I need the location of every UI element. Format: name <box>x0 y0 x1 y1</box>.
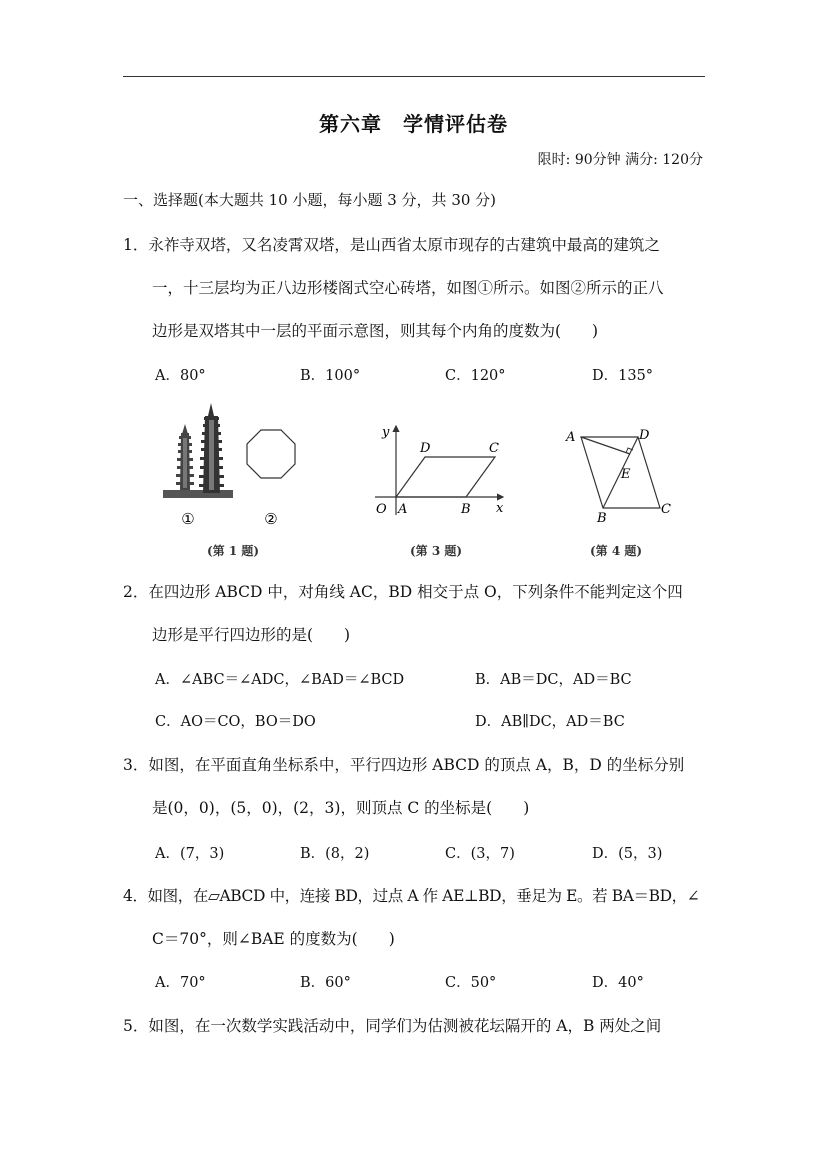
fig4-label-d: D <box>639 428 650 443</box>
fig1-caption: (第 1 题) <box>207 544 260 558</box>
q1-line2: 一，十三层均为正八边形楼阁式空心砖塔，如图①所示。如图②所示的正八 <box>152 279 664 297</box>
q2-option-d: D．AB∥DC，AD＝BC <box>475 714 625 730</box>
figure-1 <box>160 398 330 528</box>
q4-option-c: C．50° <box>445 975 497 991</box>
q4-option-a: A．70° <box>155 975 206 991</box>
q3-line2: 是(0，0)，(5，0)，(2，3)，则顶点 C 的坐标是( ) <box>152 799 530 817</box>
fig3-label-a: A <box>398 502 408 517</box>
fig4-label-c: C <box>661 502 671 517</box>
fig3-label-c: C <box>489 441 499 456</box>
q1-option-d: D．135° <box>592 368 654 384</box>
fig4-label-b: B <box>597 511 607 526</box>
figure-4 <box>560 420 690 530</box>
q2-option-a: A．∠ABC＝∠ADC，∠BAD＝∠BCD <box>155 672 405 688</box>
q3-option-d: D．(5，3) <box>592 846 663 862</box>
segment-ae <box>581 437 630 454</box>
q4-option-d: D．40° <box>592 975 644 991</box>
figure-3 <box>365 420 515 525</box>
time-score-limits: 限时: 90分钟 满分: 120分 <box>537 152 703 168</box>
q3-line1: 3．如图，在平面直角坐标系中，平行四边形 ABCD 的顶点 A，B，D 的坐标分别 <box>123 756 685 774</box>
fig1-label-2: ② <box>264 510 278 528</box>
q1-option-c: C．120° <box>445 368 506 384</box>
fig3-label-d: D <box>420 441 431 456</box>
q3-option-c: C．(3，7) <box>445 846 515 862</box>
pagoda-photo <box>163 403 233 498</box>
section-heading-choice: 一、选择题(本大题共 10 小题，每小题 3 分，共 30 分) <box>123 191 497 209</box>
fig3-label-b: B <box>461 502 471 517</box>
fig4-label-e: E <box>621 467 631 482</box>
q1-line3: 边形是双塔其中一层的平面示意图，则其每个内角的度数为( ) <box>152 322 599 340</box>
fig3-label-y: y <box>382 425 390 440</box>
q4-line2: C＝70°，则∠BAE 的度数为( ) <box>152 930 395 948</box>
fig4-label-a: A <box>566 430 576 445</box>
q3-option-b: B．(8，2) <box>300 846 370 862</box>
page-title: 第六章 学情评估卷 <box>319 112 508 136</box>
q1-option-a: A．80° <box>155 368 206 384</box>
fig3-label-x: x <box>496 501 504 516</box>
q2-line1: 2．在四边形 ABCD 中，对角线 AC，BD 相交于点 O，下列条件不能判定这个四 <box>123 583 683 601</box>
octagon-shape <box>247 430 295 478</box>
fig3-label-o: O <box>376 502 387 517</box>
fig1-label-1: ① <box>181 510 195 528</box>
fig4-caption: (第 4 题) <box>590 544 643 558</box>
fig3-caption: (第 3 题) <box>410 544 463 558</box>
q4-option-b: B．60° <box>300 975 351 991</box>
q2-option-b: B．AB＝DC，AD＝BC <box>475 672 632 688</box>
q2-option-c: C．AO＝CO，BO＝DO <box>155 714 316 730</box>
q2-line2: 边形是平行四边形的是( ) <box>152 626 351 644</box>
q5-line1: 5．如图，在一次数学实践活动中，同学们为估测被花坛隔开的 A，B 两处之间 <box>123 1017 662 1035</box>
parallelogram-abcd <box>396 457 495 497</box>
q1-line1: 1．永祚寺双塔，又名凌霄双塔，是山西省太原市现存的古建筑中最高的建筑之 <box>123 236 660 254</box>
header-rule <box>123 76 705 77</box>
q1-option-b: B．100° <box>300 368 361 384</box>
q3-option-a: A．(7，3) <box>155 846 225 862</box>
q4-line1: 4．如图，在▱ABCD 中，连接 BD，过点 A 作 AE⊥BD，垂足为 E。若 BA＝BD，∠ <box>123 887 700 905</box>
